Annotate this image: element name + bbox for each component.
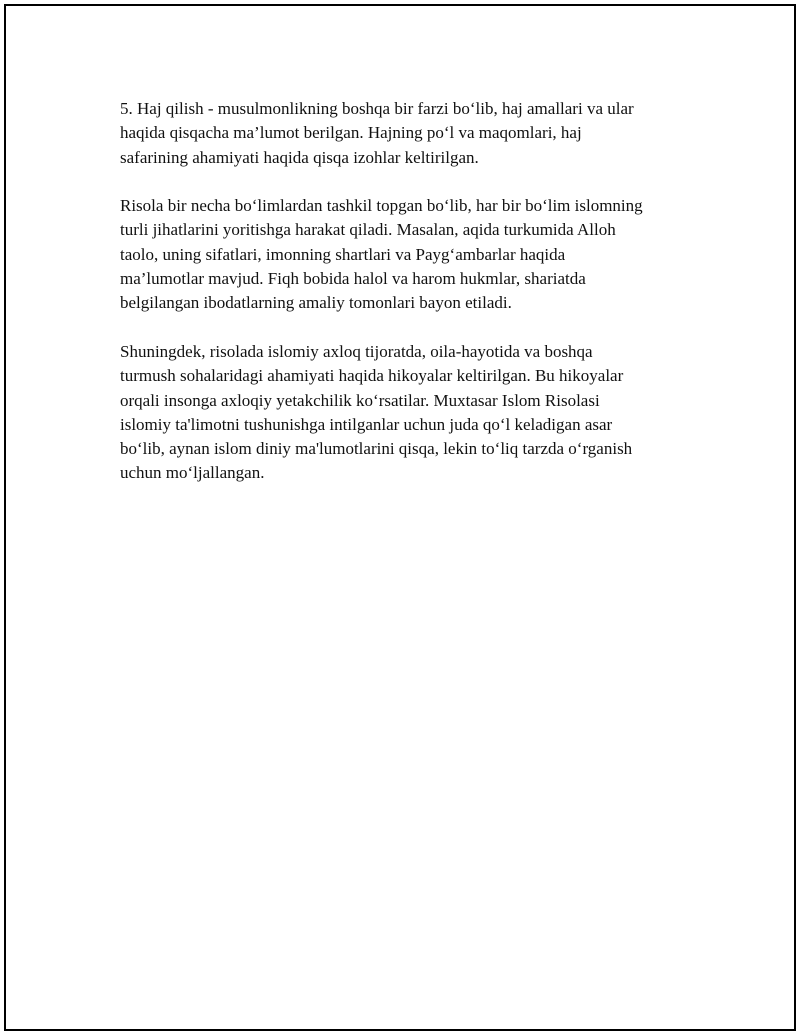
paragraph-hajj: 5. Haj qilish - musulmonlikning boshqa bir farzi bo‘lib, haj amallari va ular haqida qisqacha ma’lumot berilgan. Hajning po‘l va maqomlari, haj safarining ahamiyati haqida qisqa izohlar keltirilgan. [120,99,634,167]
paragraph-sections: Risola bir necha bo‘limlardan tashkil topgan bo‘lib, har bir bo‘lim islomning turli jihatlarini yoritishga harakat qiladi. Masalan, aqida turkumida Alloh taolo, uning sifatlari, imonning shartlari va Payg‘ambarlar haqida ma’lumotlar mavjud. Fiqh bobida halol va harom hukmlar, shariatda belgilangan ibodatlarning amaliy tomonlari bayon etiladi. [120,196,643,313]
document-page [4,4,796,1031]
paragraph-ethics: Shuningdek, risolada islomiy axloq tijoratda, oila-hayotida va boshqa turmush sohalaridagi ahamiyati haqida hikoyalar keltirilgan. Bu hikoyalar orqali insonga axloqiy yetakchilik ko‘rsatilar. Muxtasar Islom Risolasi islomiy ta'limotni tushunishga intilganlar uchun juda qo‘l keladigan asar bo‘lib, aynan islom diniy ma'lumotlarini qisqa, lekin to‘liq tarzda o‘rganish uchun mo‘ljallangan. [120,341,633,483]
document-body [120,97,700,486]
